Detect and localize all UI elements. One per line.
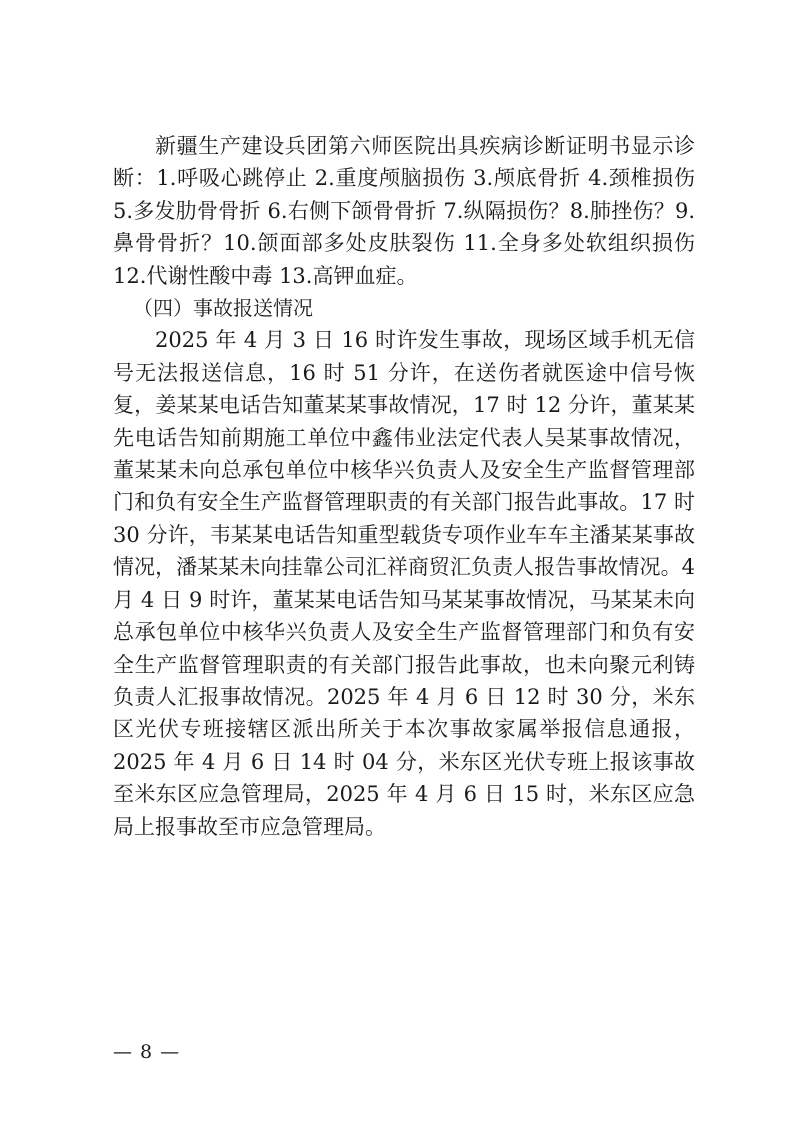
- document-body: [113, 130, 695, 843]
- diagnosis-paragraph: 新疆生产建设兵团第六师医院出具疾病诊断证明书显示诊断：1.呼吸心跳停止 2.重度颅脑损伤 3.颅底骨折 4.颈椎损伤 5.多发肋骨骨折 6.右侧下颌骨骨折 7.纵隔损伤？8.肺挫伤？9.鼻骨骨折？10.颌面部多处皮肤裂伤 11.全身多处软组织损伤 12.代谢性酸中毒 13.高钾血症。: [113, 134, 695, 288]
- page-number: — 8 —: [113, 1041, 181, 1063]
- report-paragraph: 2025 年 4 月 3 日 16 时许发生事故，现场区域手机无信号无法报送信息，16 时 51 分许，在送伤者就医途中信号恢复，姜某某电话告知董某某事故情况，17 时 12 分许，董某某先电话告知前期施工单位中鑫伟业法定代表人吴某事故情况，董某某未向总承包单位中核华兴负责人及安全生产监督管理部门和负有安全生产监督管理职责的有关部门报告此事故。17 时 30 分许，韦某某电话告知重型载货专项作业车车主潘某某事故情况，潘某某未向挂靠公司汇祥商贸汇负责人报告事故情况。4 月 4 日 9 时许，董某某电话告知马某某事故情况，马某某未向总承包单位中核华兴负责人及安全生产监督管理部门和负有安全生产监督管理职责的有关部门报告此事故，也未向聚元利铸负责人汇报事故情况。2025 年 4 月 6 日 12 时 30 分，米东区光伏专班接辖区派出所关于本次事故家属举报信息通报，2025 年 4 月 6 日 14 时 04 分，米东区光伏专班上报该事故至米东区应急管理局，2025 年 4 月 6 日 15 时，米东区应急局上报事故至市应急管理局。: [113, 328, 695, 839]
- section-heading: （四）事故报送情况: [133, 296, 313, 321]
